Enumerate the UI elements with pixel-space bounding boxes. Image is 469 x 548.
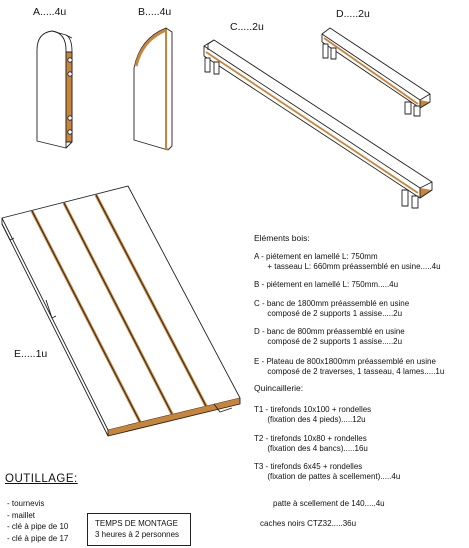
temps-de-montage-box (87, 513, 191, 546)
outillage-item: - maillet (7, 510, 36, 520)
outillage-list (7, 498, 68, 544)
outillage-item: - tournevis (7, 499, 45, 508)
outillage-box (3, 470, 83, 548)
element-d-text: D - banc de 800mm préassemblé en usine composé de 2 supports 1 assise.....2u (254, 327, 405, 346)
part-e-label: E.....1u (14, 348, 48, 360)
t3-text: T3 - tirefonds 6x45 + rondelles (fixation de pattes à scellement).....4u (254, 462, 401, 481)
element-e-text: E - Plateau de 800x1800mm préassemblé en usine composé de 2 traverses, 1 tasseau, 4 lames.....1u (254, 357, 445, 376)
part-a-drawing (37, 31, 72, 148)
part-e-drawing (2, 186, 240, 436)
t1-text: T1 - tirefonds 10x100 + rondelles (fixation des 4 pieds).....12u (254, 405, 372, 424)
outillage-item: - clé à pipe de 10 (7, 522, 69, 531)
part-d-drawing (322, 28, 430, 116)
temps-title: TEMPS DE MONTAGE (95, 519, 178, 528)
caches-text: caches noirs CTZ32.....36u (260, 519, 357, 528)
part-a-label: A.....4u (33, 6, 67, 18)
element-b-text: B - piétement en lamellé L: 750mm.....4u (254, 280, 399, 289)
part-c-label: C.....2u (230, 21, 264, 33)
t2-text: T2 - tirefonds 10x80 + rondelles (fixation des 4 bancs).....16u (254, 434, 368, 453)
part-b-drawing (134, 28, 172, 150)
elements-bois-title: Eléments bois: (254, 233, 310, 243)
outillage-item: - clé à pipe de 17 (7, 533, 69, 543)
part-c-drawing (204, 40, 432, 208)
outillage-title: OUTILLAGE: (5, 473, 78, 485)
element-a-text: A - piétement en lamellé L: 750mm + tasseau L: 660mm préassemblé en usine.....4u (254, 252, 441, 271)
temps-value: 3 heures à 2 personnes (95, 530, 180, 539)
part-b-label: B.....4u (138, 6, 172, 18)
patte-text: patte à scellement de 140.....4u (273, 499, 385, 508)
element-c-text: C - banc de 1800mm préassemblé en usine composé de 2 supports 1 assise.....2u (254, 299, 410, 318)
part-d-label: D.....2u (336, 8, 370, 20)
quincaillerie-title: Quincaillerie: (254, 383, 304, 393)
